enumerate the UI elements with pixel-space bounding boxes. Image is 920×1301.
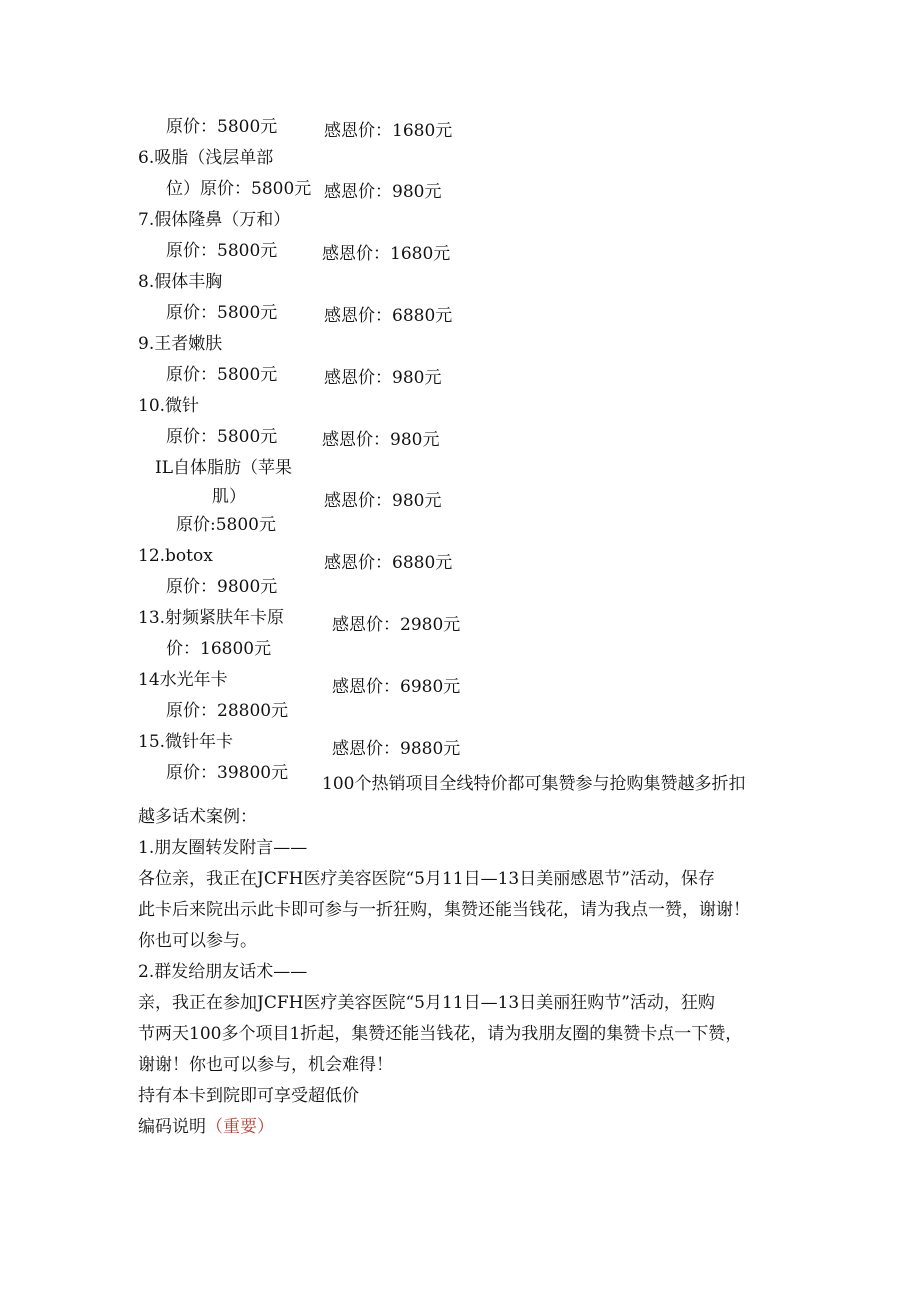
item-original-price: 原价：5800元 bbox=[166, 303, 278, 323]
item-thanks-price: 感恩价：9880元 bbox=[332, 739, 461, 759]
closing-line: 持有本卡到院即可享受超低价 bbox=[138, 1086, 359, 1106]
section1-line: 你也可以参与。 bbox=[138, 931, 257, 951]
item-original-price: 原价：28800元 bbox=[166, 701, 289, 721]
coding-label: 编码说明 bbox=[138, 1117, 206, 1137]
item-name: IL自体脂肪（苹果 bbox=[155, 458, 293, 478]
item-name: 6.吸脂（浅层单部 bbox=[138, 148, 274, 168]
item-thanks-price: 感恩价：2980元 bbox=[332, 615, 461, 635]
item-original-price: 原价：9800元 bbox=[166, 577, 278, 597]
section2-title: 2.群发给朋友话术—— bbox=[138, 962, 308, 982]
item-original-price: 原价：39800元 bbox=[166, 763, 289, 783]
item-original-price: 原价：5800元 bbox=[166, 241, 278, 261]
item-name: 7.假体隆鼻（万和） bbox=[138, 210, 291, 230]
item-name: 14水光年卡 bbox=[138, 670, 228, 690]
item-name: 13.射频紧肤年卡原 bbox=[138, 608, 285, 628]
item-name: 12.botox bbox=[138, 546, 213, 566]
item-name: 15.微针年卡 bbox=[138, 732, 234, 752]
section1-line: 此卡后来院出示此卡即可参与一折狂购，集赞还能当钱花，请为我点一赞，谢谢！ bbox=[138, 900, 750, 920]
item-original-price: 原价:5800元 bbox=[176, 515, 276, 535]
item-thanks-price: 感恩价：1680元 bbox=[324, 121, 453, 141]
item-original-price: 原价：5800元 bbox=[166, 427, 278, 447]
item-thanks-price: 感恩价：980元 bbox=[324, 182, 442, 202]
section1-title: 1.朋友圈转发附言—— bbox=[138, 838, 308, 858]
item-thanks-price: 感恩价：6980元 bbox=[332, 677, 461, 697]
item-name: 10.微针 bbox=[138, 396, 200, 416]
promo-line: 100个热销项目全线特价都可集赞参与抢购集赞越多折扣 bbox=[322, 774, 746, 794]
item-thanks-price: 感恩价：980元 bbox=[324, 491, 442, 511]
body-text bbox=[138, 802, 788, 1143]
section1-line: 各位亲，我正在JCFH医疗美容医院“5月11日—13日美丽感恩节”活动，保存 bbox=[138, 869, 715, 889]
item-thanks-price: 感恩价：980元 bbox=[324, 368, 442, 388]
item-original-price: 原价：5800元 bbox=[166, 117, 278, 137]
coding-important-note: （重要） bbox=[206, 1117, 274, 1137]
section2-line: 谢谢！你也可以参与，机会难得！ bbox=[138, 1055, 393, 1075]
item-thanks-price: 感恩价：6880元 bbox=[324, 306, 453, 326]
item-name-continued: 肌） bbox=[212, 487, 246, 507]
item-name: 9.王者嫩肤 bbox=[138, 334, 223, 354]
item-thanks-price: 感恩价：1680元 bbox=[322, 244, 451, 264]
item-original-price: 价：16800元 bbox=[166, 639, 272, 659]
section2-line: 亲，我正在参加JCFH医疗美容医院“5月11日—13日美丽狂购节”活动，狂购 bbox=[138, 993, 715, 1013]
item-thanks-price: 感恩价：980元 bbox=[322, 430, 440, 450]
promo-line-continued: 越多话术案例： bbox=[138, 807, 257, 827]
item-name-continued: 位）原价：5800元 bbox=[166, 179, 312, 199]
item-thanks-price: 感恩价：6880元 bbox=[324, 553, 453, 573]
section2-line: 节两天100多个项目1折起，集赞还能当钱花，请为我朋友圈的集赞卡点一下赞， bbox=[138, 1024, 743, 1044]
item-name: 8.假体丰胸 bbox=[138, 272, 223, 292]
coding-heading bbox=[138, 1112, 788, 1143]
item-original-price: 原价：5800元 bbox=[166, 365, 278, 385]
